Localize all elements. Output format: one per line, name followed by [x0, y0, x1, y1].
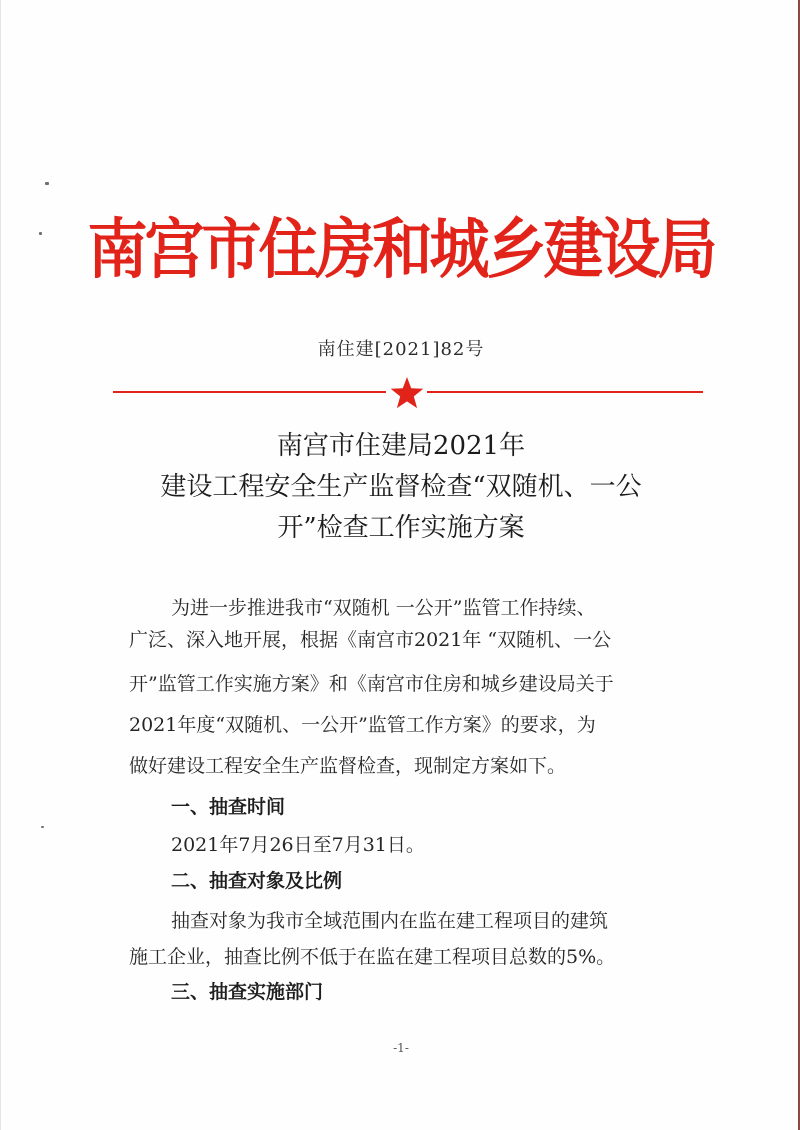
section-1-text: 2021年7月26日至7月31日。 [171, 834, 425, 856]
scan-speck [45, 182, 49, 185]
title-line-1: 南宫市住建局2021年 [276, 431, 526, 461]
intro-paragraph-line-4: 2021年度“双随机、一公开”监管工作方案》的要求，为 [129, 714, 596, 736]
section-2-text-line-2: 施工企业，抽查比例不低于在监在建工程项目总数的5%。 [129, 946, 616, 968]
scan-speck [41, 826, 44, 828]
section-2-text-line-1: 抽查对象为我市全域范围内在监在建工程项目的建筑 [171, 910, 609, 932]
intro-paragraph-line-2: 广泛、深入地开展，根据《南宫市2021年 “双随机、一公 [129, 629, 612, 651]
issuer-masthead: 南宫市住房和城乡建设局 [87, 212, 715, 288]
document-number: 南住建[2021]82号 [317, 339, 485, 360]
section-3-heading: 三、抽查实施部门 [171, 981, 324, 1003]
page-number: -1- [393, 1041, 409, 1055]
star-icon [389, 376, 425, 410]
section-2-heading: 二、抽查对象及比例 [171, 870, 343, 892]
title-line-2: 建设工程安全生产监督检查“双随机、一公 [160, 472, 642, 502]
section-1-heading: 一、抽查时间 [171, 796, 286, 818]
document-title [101, 426, 701, 549]
intro-paragraph-line-5: 做好建设工程安全生产监督检查，现制定方案如下。 [129, 755, 567, 777]
red-divider-right [427, 391, 703, 393]
intro-paragraph-line-3: 开”监管工作实施方案》和《南宫市住房和城乡建设局关于 [129, 673, 614, 695]
intro-paragraph-line-1: 为进一步推进我市“双随机 一公开”监管工作持续、 [171, 597, 596, 619]
red-divider-left [113, 391, 386, 393]
title-line-3: 开”检查工作实施方案 [277, 513, 525, 543]
